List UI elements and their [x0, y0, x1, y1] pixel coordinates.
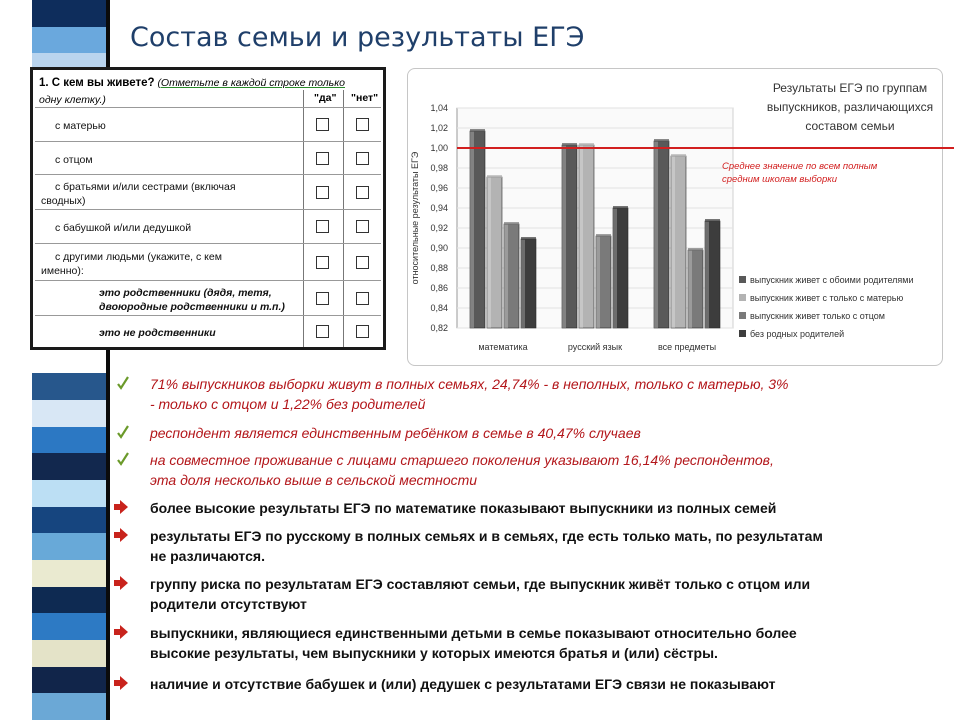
- bar-highlight: [671, 156, 675, 328]
- survey-option-text: с другими людьми (укажите, с кем: [55, 250, 222, 263]
- survey-option-text: с бабушкой и/или дедушкой: [55, 222, 192, 234]
- bar-top: [579, 143, 594, 146]
- finding-text-line: 71% выпускников выборки живут в полных семьях, 24,74% - в неполных, только с матерью, 3%: [150, 376, 789, 392]
- survey-option-text: именно):: [41, 264, 84, 277]
- finding-text-line: высокие результаты, чем выпускники у которых имеются братья и (или) сёстры.: [150, 645, 718, 661]
- survey-question-text: 1. С кем вы живете?: [39, 77, 155, 89]
- reference-line-label: Среднее значение по всем полным: [722, 161, 878, 172]
- y-tick-label: 1,00: [430, 143, 448, 153]
- bar-top: [596, 234, 611, 237]
- finding-text: [150, 450, 932, 490]
- x-tick-label: русский язык: [567, 342, 623, 352]
- legend-label: выпускник живет только с отцом: [750, 311, 885, 321]
- bar-top: [562, 143, 577, 146]
- bar-top: [705, 219, 720, 222]
- bar-highlight: [688, 250, 692, 328]
- survey-option-text: с отцом: [55, 153, 93, 166]
- y-tick-label: 0,96: [430, 183, 448, 193]
- legend-label: выпускник живет с только с матерью: [750, 293, 904, 303]
- finding-text: [150, 674, 932, 694]
- finding-text-line: выпускники, являющиеся единственными детьми в семье показывают относительно более: [150, 625, 797, 641]
- page-title: Состав семьи и результаты ЕГЭ: [130, 22, 585, 53]
- bar-highlight: [562, 145, 566, 328]
- bar-top: [654, 139, 669, 142]
- x-tick-label: математика: [478, 342, 528, 352]
- checkmark-icon: [112, 375, 130, 391]
- checkmark-icon: [112, 424, 130, 440]
- y-tick-label: 0,92: [430, 223, 448, 233]
- bar-highlight: [654, 141, 658, 328]
- y-tick-label: 0,82: [430, 323, 448, 333]
- bar-highlight: [504, 224, 508, 328]
- survey-option-text: двоюродные родственники и т.п.): [99, 300, 285, 313]
- finding-text-line: группу риска по результатам ЕГЭ составляют семьи, где выпускник живёт только с отцом или: [150, 576, 811, 592]
- chart-title: Результаты ЕГЭ по группам: [772, 81, 928, 95]
- finding-text: [150, 526, 932, 566]
- survey-option-text: сводных): [41, 194, 86, 207]
- finding-text: [150, 574, 932, 614]
- survey-option-text: с матерью: [55, 120, 106, 132]
- arrow-bullet-icon: [112, 624, 130, 640]
- reference-line: [457, 147, 954, 149]
- finding-text-line: на совместное проживание с лицами старшего поколения указывают 16,14% респондентов,: [150, 452, 774, 468]
- legend-swatch: [739, 312, 746, 319]
- chart-title: составом семьи: [805, 119, 895, 133]
- bar-highlight: [705, 221, 709, 328]
- finding-text-line: эта доля несколько выше в сельской местности: [150, 472, 478, 488]
- survey-option-text: это не родственники: [99, 327, 216, 339]
- survey-hint: (Отметьте в каждой строке только: [157, 77, 345, 89]
- bar-top: [613, 206, 628, 209]
- survey-option-text: это родственники (дядя, тетя,: [99, 286, 272, 299]
- bar-highlight: [487, 177, 491, 328]
- y-tick-label: 0,94: [430, 203, 448, 213]
- bar-top: [487, 175, 502, 178]
- reference-line-label: средним школам выборки: [722, 174, 837, 185]
- y-tick-label: 0,98: [430, 163, 448, 173]
- y-tick-label: 0,84: [430, 303, 448, 313]
- x-tick-label: все предметы: [657, 342, 717, 352]
- legend-label: без родных родителей: [750, 329, 845, 339]
- survey-option-text: с братьями и/или сестрами (включая: [55, 180, 236, 193]
- finding-text: [150, 423, 932, 443]
- finding-text-line: - только с отцом и 1,22% без родителей: [150, 396, 426, 412]
- arrow-bullet-icon: [112, 527, 130, 543]
- arrow-bullet-icon: [112, 575, 130, 591]
- y-tick-label: 0,86: [430, 283, 448, 293]
- legend-swatch: [739, 294, 746, 301]
- checkmark-icon: [112, 451, 130, 467]
- y-tick-label: 0,88: [430, 263, 448, 273]
- bar-top: [688, 248, 703, 251]
- finding-text-line: родители отсутствуют: [150, 596, 307, 612]
- legend-swatch: [739, 276, 746, 283]
- bar-highlight: [470, 131, 474, 328]
- arrow-bullet-icon: [112, 675, 130, 691]
- bar-highlight: [613, 208, 617, 328]
- finding-text-line: наличие и отсутствие бабушек и (или) дедушек с результатами ЕГЭ связи не показывают: [150, 676, 776, 692]
- finding-text-line: не различаются.: [150, 548, 265, 564]
- bar-top: [671, 154, 686, 157]
- finding-text-line: результаты ЕГЭ по русскому в полных семьях и в семьях, где есть только мать, по результатам: [150, 528, 823, 544]
- y-tick-label: 1,02: [430, 123, 448, 133]
- bar-highlight: [579, 145, 583, 328]
- survey-hint-continued: одну клетку.): [39, 94, 106, 106]
- finding-text: [150, 498, 932, 518]
- finding-text-line: более высокие результаты ЕГЭ по математике показывают выпускники из полных семей: [150, 500, 777, 516]
- bar-top: [470, 129, 485, 132]
- column-header-yes: "да": [314, 92, 337, 104]
- finding-text: [150, 623, 932, 663]
- arrow-bullet-icon: [112, 499, 130, 515]
- legend-label: выпускник живет с обоими родителями: [750, 275, 914, 285]
- y-axis-label: относительные результаты ЕГЭ: [410, 151, 420, 285]
- column-header-no: "нет": [351, 92, 379, 104]
- y-tick-label: 0,90: [430, 243, 448, 253]
- finding-text-line: респондент является единственным ребёнком в семье в 40,47% случаев: [150, 425, 641, 441]
- chart-title: выпускников, различающихся: [766, 100, 934, 114]
- bar-top: [504, 222, 519, 225]
- bar-highlight: [521, 239, 525, 328]
- bar-top: [521, 237, 536, 240]
- y-tick-label: 1,04: [430, 103, 448, 113]
- finding-text: [150, 374, 932, 414]
- bar-highlight: [596, 236, 600, 328]
- legend-swatch: [739, 330, 746, 337]
